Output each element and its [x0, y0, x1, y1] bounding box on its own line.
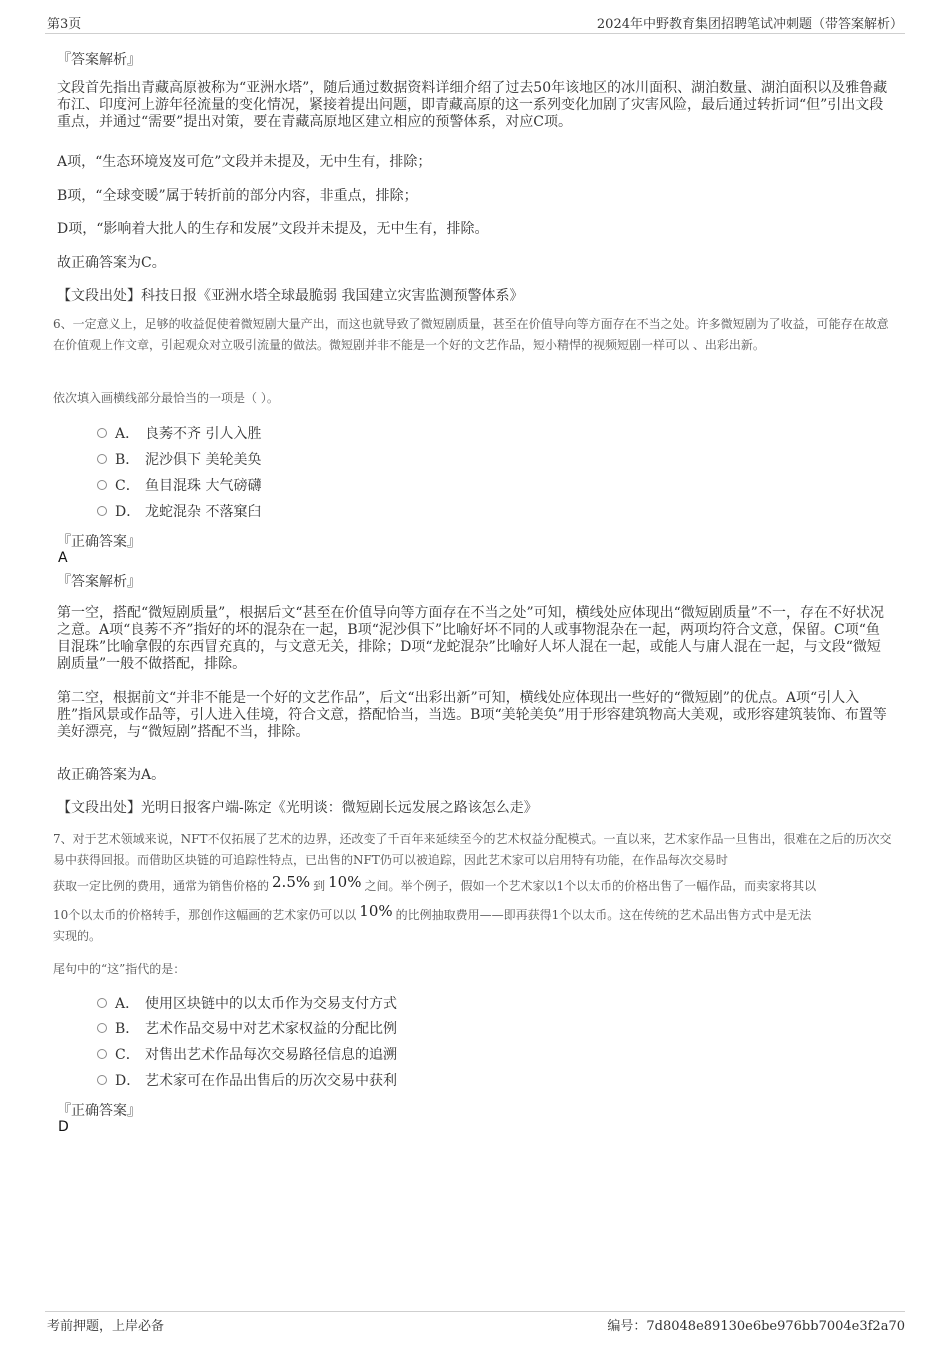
- option-text: 良莠不齐 引人入胜: [145, 426, 262, 442]
- option-text: 艺术作品交易中对艺术家权益的分配比例: [145, 1021, 397, 1037]
- correct-answer: D: [58, 1119, 69, 1135]
- answer-label: 『正确答案』: [57, 1103, 141, 1119]
- stem-text: 10个以太币的价格转手，那创作这幅画的艺术家仍可以以: [53, 908, 357, 922]
- option-text: 使用区块链中的以太币作为交易支付方式: [145, 996, 397, 1012]
- stem-text: 到: [313, 879, 326, 893]
- page-number: 第3页: [47, 17, 82, 32]
- option-key: B．: [115, 1021, 140, 1037]
- conclusion: 故正确答案为C。: [57, 255, 166, 271]
- analysis-paragraph: D项，“影响着大批人的生存和发展”文段并未提及，无中生有，排除。: [57, 221, 489, 237]
- option-c[interactable]: [97, 1046, 397, 1064]
- option-key: C．: [115, 478, 140, 494]
- answer-label: 『正确答案』: [57, 534, 141, 550]
- analysis-label: 『答案解析』: [57, 52, 141, 68]
- option-key: C．: [115, 1047, 140, 1063]
- option-b[interactable]: [97, 1020, 397, 1038]
- option-text: 艺术家可在作品出售后的历次交易中获利: [145, 1073, 397, 1089]
- option-d[interactable]: [97, 1072, 397, 1090]
- option-key: D．: [115, 504, 141, 520]
- conclusion: 故正确答案为A。: [57, 767, 166, 783]
- option-key: A．: [115, 426, 140, 442]
- question-stem-line: 实现的。: [53, 929, 102, 943]
- option-text: 鱼目混珠 大气磅礴: [145, 478, 262, 494]
- document-id: 编号：7d8048e89130e6be976bb7004e3f2a70: [607, 1319, 905, 1334]
- stem-text: 的比例抽取费用——即再获得1个以太币。这在传统的艺术品出售方式中是无法: [395, 908, 812, 922]
- analysis-paragraph: 第一空，搭配“微短剧质量”，根据后文“甚至在价值导向等方面存在不当之处”可知，横线处应体现出“微短剧质量”不一，存在不好状况之意。A项“良莠不齐”指好的坏的混杂在一起，B项“泥沙俱下”比喻好坏不同的人或事物混杂在一起，两项均符合文意，保留。C项“鱼目混珠”比喻拿假的东西冒充真的，与文意无关，排除；D项“龙蛇混杂”比喻好人坏人混在一起，或能人与庸人混在一起，与文段“微短剧质量”一般不做搭配，排除。: [57, 605, 884, 672]
- option-key: D．: [115, 1073, 141, 1089]
- radio-button[interactable]: [97, 480, 107, 490]
- radio-button[interactable]: [97, 998, 107, 1008]
- radio-button[interactable]: [97, 454, 107, 464]
- source: 【文段出处】光明日报客户端-陈定《光明谈：微短剧长远发展之路该怎么走》: [57, 800, 538, 816]
- footer-divider: [45, 1311, 905, 1312]
- radio-button[interactable]: [97, 428, 107, 438]
- math-value: 10%: [328, 873, 362, 891]
- option-text: 泥沙俱下 美轮美奂: [145, 452, 262, 468]
- option-d[interactable]: [97, 503, 261, 521]
- analysis-paragraph: 文段首先指出青藏高原被称为“亚洲水塔”，随后通过数据资料详细介绍了过去50年该地区的冰川面积、湖泊数量、湖泊面积以及雅鲁藏布江、印度河上游年径流量的变化情况，紧接着提出问题，即青藏高原的这一系列变化加剧了灾害风险，最后通过转折词“但”引出文段重点，并通过“需要”提出对策，要在青藏高原地区建立相应的预警体系，对应C项。: [57, 80, 888, 130]
- option-text: 对售出艺术作品每次交易路径信息的追溯: [145, 1047, 397, 1063]
- analysis-label: 『答案解析』: [57, 574, 141, 590]
- option-a[interactable]: [97, 995, 397, 1013]
- header-divider: [45, 33, 905, 34]
- option-key: A．: [115, 996, 140, 1012]
- math-value: 2.5%: [272, 873, 311, 891]
- stem-text: 获取一定比例的费用，通常为销售价格的: [53, 879, 270, 893]
- question-stem-line: [53, 873, 817, 894]
- question-prompt: 尾句中的“这”指代的是：: [53, 962, 186, 976]
- source: 【文段出处】科技日报《亚洲水塔全球最脆弱 我国建立灾害监测预警体系》: [57, 288, 524, 304]
- question-stem-line: [53, 902, 812, 923]
- question-prompt: 依次填入画横线部分最恰当的一项是（ ）。: [53, 391, 279, 405]
- option-key: B．: [115, 452, 140, 468]
- analysis-paragraph: A项，“生态环境岌岌可危”文段并未提及，无中生有，排除；: [57, 154, 432, 170]
- option-c[interactable]: [97, 477, 261, 495]
- question-stem: 6、一定意义上，足够的收益促使着微短剧大量产出，而这也就导致了微短剧质量，甚至在价值导向等方面存在不当之处。许多微短剧为了收益，可能存在故意在价值观上作文章，引起观众对立吸引流量的做法。微短剧并非不能是一个好的文艺作品，短小精悍的视频短剧一样可以 、出彩出新。: [53, 317, 889, 352]
- document-title: 2024年中野教育集团招聘笔试冲刺题（带答案解析）: [596, 17, 903, 32]
- stem-text: 之间。举个例子，假如一个艺术家以1个以太币的价格出售了一幅作品，而卖家将其以: [364, 879, 817, 893]
- option-b[interactable]: [97, 451, 261, 469]
- radio-button[interactable]: [97, 1023, 107, 1033]
- correct-answer: A: [58, 550, 68, 566]
- radio-button[interactable]: [97, 506, 107, 516]
- radio-button[interactable]: [97, 1049, 107, 1059]
- analysis-paragraph: 第二空，根据前文“并非不能是一个好的文艺作品”，后文“出彩出新”可知，横线处应体现出一些好的“微短剧”的优点。A项“引人入胜”指风景或作品等，引人进入佳境，符合文意，搭配恰当，当选。B项“美轮美奂”用于形容建筑物高大美观，或形容建筑装饰、布置等美好漂亮，与“微短剧”搭配不当，排除。: [57, 690, 887, 740]
- analysis-paragraph: B项，“全球变暖”属于转折前的部分内容，非重点，排除；: [57, 188, 418, 204]
- math-value: 10%: [359, 902, 393, 920]
- option-a[interactable]: [97, 425, 261, 443]
- option-text: 龙蛇混杂 不落窠臼: [145, 504, 262, 520]
- radio-button[interactable]: [97, 1075, 107, 1085]
- footer-slogan: 考前押题，上岸必备: [47, 1319, 165, 1334]
- question-stem: 7、对于艺术领域来说，NFT不仅拓展了艺术的边界，还改变了千百年来延续至今的艺术权益分配模式。一直以来，艺术家作品一旦售出，很难在之后的历次交易中获得回报。而借助区块链的可追踪性特点，已出售的NFT仍可以被追踪，因此艺术家可以启用特有功能，在作品每次交易时: [53, 832, 892, 867]
